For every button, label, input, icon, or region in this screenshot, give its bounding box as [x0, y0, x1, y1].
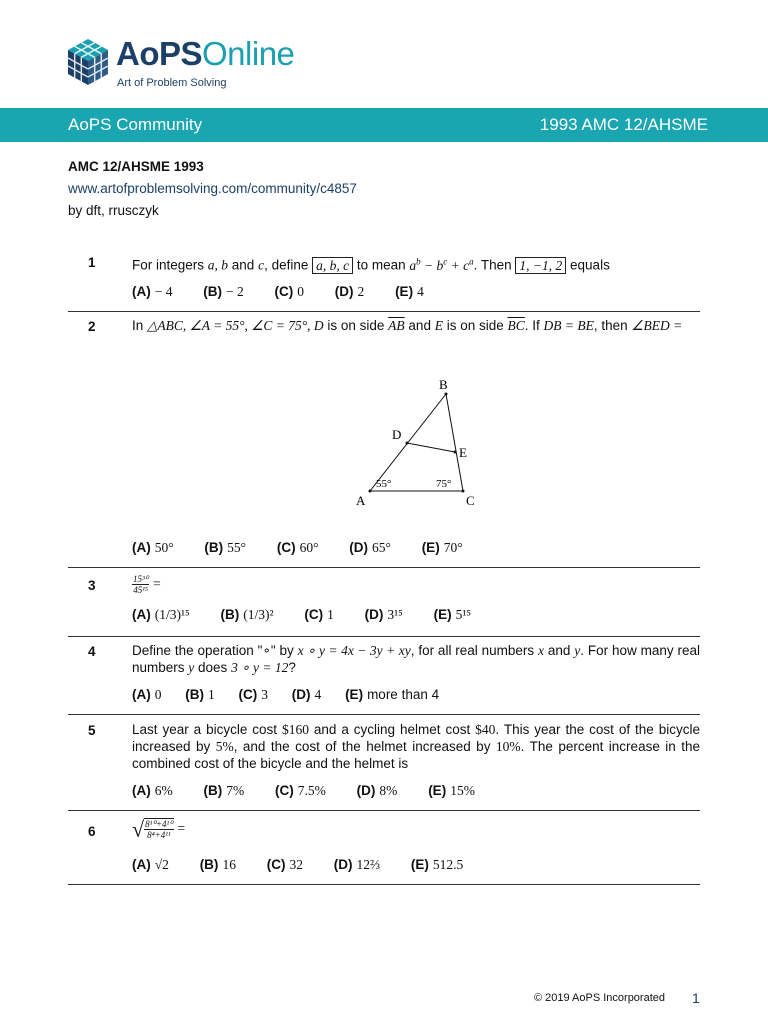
text-span: " by	[270, 643, 298, 658]
choice-label: (C)	[276, 540, 296, 555]
math-span: x ∘ y = 4x − 3y + xy	[297, 643, 411, 658]
denominator: 8⁴+4¹¹	[147, 830, 171, 840]
math-span: △ABC, ∠A = 55°, ∠C = 75°, D	[147, 318, 324, 333]
text-span: . If	[524, 318, 544, 333]
choice-c[interactable]	[239, 687, 269, 703]
choice-d[interactable]	[349, 540, 391, 556]
choice-c[interactable]	[304, 607, 334, 623]
answer-choices	[132, 687, 466, 703]
math-span: x	[538, 643, 545, 658]
choice-value: 4	[417, 284, 424, 299]
text-span: , then	[593, 318, 632, 333]
text-span: and a cycling helmet cost	[308, 722, 476, 737]
text-span: ?	[288, 660, 296, 675]
choice-c[interactable]	[267, 857, 303, 873]
choice-label: (B)	[185, 687, 205, 702]
answer-choices	[132, 783, 502, 799]
problem-text	[132, 818, 700, 840]
problem-text	[132, 253, 700, 274]
choice-value: 4	[314, 687, 322, 702]
label-d: D	[392, 427, 402, 442]
choice-label: (C)	[275, 783, 294, 798]
choice-label: (C)	[238, 687, 258, 702]
text-span: does	[194, 660, 232, 675]
choice-b[interactable]	[185, 687, 215, 703]
text-span: , for all real numbers	[410, 643, 539, 658]
choice-label: (C)	[274, 284, 294, 299]
math-span: ∘	[262, 643, 271, 658]
choice-label: (A)	[132, 607, 151, 622]
fraction	[132, 574, 149, 595]
choice-value: 3¹⁵	[387, 607, 403, 622]
choice-a[interactable]	[132, 284, 173, 300]
text-span: and	[228, 257, 259, 273]
authors: by dft, rrusczyk	[68, 203, 159, 218]
choice-value: 50°	[154, 540, 174, 555]
math-span: 10%	[495, 739, 521, 754]
math-span: 3 ∘ y = 12	[231, 660, 289, 675]
choice-label: (B)	[204, 540, 224, 555]
choice-d[interactable]	[334, 857, 380, 873]
choice-value: 6%	[154, 783, 173, 798]
choice-value: 15%	[450, 783, 475, 798]
brand-subtitle: Art of Problem Solving	[117, 77, 227, 89]
problem-text	[132, 721, 700, 772]
problem-number: 3	[88, 578, 96, 593]
choice-b[interactable]	[200, 857, 236, 873]
triangle-diagram	[350, 374, 490, 514]
choice-value: 2	[357, 284, 365, 299]
choice-label: (B)	[199, 857, 219, 872]
brand-aops: AoPS	[116, 35, 203, 72]
choice-a[interactable]	[132, 857, 169, 873]
divider	[68, 884, 700, 885]
choice-b[interactable]	[204, 540, 246, 556]
problem-text	[132, 642, 700, 676]
page-number: 1	[692, 990, 700, 1006]
problem-number: 4	[88, 644, 96, 659]
choice-value: − 4	[154, 284, 173, 299]
numerator: 15³⁰	[133, 574, 149, 584]
choice-label: (A)	[132, 857, 151, 872]
problem-number: 1	[88, 255, 96, 270]
choice-a[interactable]	[132, 687, 162, 703]
point-c	[462, 490, 465, 493]
choice-label: (E)	[410, 857, 429, 872]
math-span: c	[258, 257, 265, 273]
choice-label: (D)	[349, 540, 369, 555]
choice-value: 60°	[299, 540, 319, 555]
choice-c[interactable]	[275, 284, 305, 300]
choice-d[interactable]	[335, 284, 365, 300]
point-b	[445, 393, 448, 396]
math-span: $160	[281, 722, 309, 737]
choice-b[interactable]	[221, 607, 274, 623]
label-b: B	[439, 377, 448, 392]
math-span: E	[434, 318, 443, 333]
choice-label: (E)	[428, 783, 447, 798]
choice-c[interactable]	[277, 540, 319, 556]
choice-value: 7%	[226, 783, 245, 798]
choice-label: (D)	[356, 783, 376, 798]
choice-value: 1	[208, 687, 215, 702]
choice-label: (E)	[395, 284, 414, 299]
choice-d[interactable]	[365, 607, 403, 623]
banner-right: 1993 AMC 12/AHSME	[539, 115, 708, 134]
text-span: Define the operation "	[132, 643, 263, 658]
choice-e[interactable]	[411, 857, 463, 873]
choice-d[interactable]	[357, 783, 398, 799]
text-span: . For how many real numbers	[132, 643, 700, 675]
choice-value: 3	[261, 687, 269, 702]
numerator: 8¹⁰+4¹⁰	[145, 819, 173, 829]
choice-value: 12⅔	[356, 857, 381, 872]
math-span: a, b	[207, 257, 229, 273]
choice-value: 0	[297, 284, 305, 299]
divider	[68, 636, 700, 637]
text-span: is on side	[323, 318, 389, 333]
choice-e[interactable]	[422, 540, 463, 556]
choice-value: more than 4	[367, 687, 440, 702]
choice-a[interactable]	[132, 783, 173, 799]
equals-sign: =	[153, 576, 161, 592]
choice-label: (E)	[421, 540, 440, 555]
problem-number: 5	[88, 723, 96, 738]
text-span: , define	[264, 257, 313, 273]
text-span: equals	[566, 257, 610, 273]
problem-number: 6	[88, 824, 96, 839]
choice-label: (E)	[433, 607, 452, 622]
radicand	[144, 818, 174, 840]
problem-text	[132, 317, 700, 334]
point-a	[369, 490, 372, 493]
math-span: y	[574, 643, 581, 658]
choice-label: (D)	[291, 687, 311, 702]
choice-label: (B)	[220, 607, 240, 622]
math-span: $\overline{AB}$	[388, 318, 405, 333]
math-span: y	[188, 660, 195, 675]
aops-logo	[66, 37, 366, 91]
choice-label: (D)	[333, 857, 353, 872]
math-span: ∠BED =	[631, 318, 683, 333]
problem-text	[132, 574, 700, 595]
text-span: In	[132, 318, 148, 333]
choice-value: 55°	[227, 540, 247, 555]
text-span: is on side	[442, 318, 508, 333]
text-span: and	[404, 318, 435, 333]
choice-e[interactable]	[345, 687, 439, 702]
side-bc	[446, 394, 463, 491]
answer-choices	[132, 607, 498, 623]
choice-value: 32	[289, 857, 303, 872]
label-c: C	[466, 493, 475, 508]
banner-left: AoPS Community	[68, 115, 203, 134]
choice-value: 5¹⁵	[455, 607, 472, 622]
text-span: Last year a bicycle cost	[132, 722, 282, 737]
boxed-math: 1, −1, 2	[515, 257, 566, 274]
angle-a-label: 55°	[376, 478, 392, 490]
choice-a[interactable]	[132, 540, 174, 556]
choice-label: (B)	[203, 783, 223, 798]
equals-sign: =	[177, 820, 186, 836]
document-meta	[68, 156, 357, 222]
choice-label: (A)	[132, 783, 151, 798]
fraction	[144, 819, 174, 840]
math-span: $a^b - b^c + c^a$	[409, 256, 474, 273]
choice-label: (C)	[266, 857, 286, 872]
choice-e[interactable]	[395, 284, 424, 300]
choice-value: (1/3)¹⁵	[154, 607, 190, 622]
denominator: 45¹⁵	[133, 585, 149, 595]
choice-value: 16	[222, 857, 236, 872]
answer-choices	[132, 284, 451, 300]
answer-choices	[132, 857, 490, 873]
community-banner	[0, 108, 768, 142]
choice-value: 65°	[372, 540, 391, 555]
math-span: $\overline{BC}$	[507, 318, 525, 333]
choice-c[interactable]	[275, 783, 326, 799]
text-span: and	[544, 643, 575, 658]
sqrt-symbol: √	[132, 816, 145, 842]
brand-online: Online	[202, 35, 295, 72]
cube-logo-icon	[66, 37, 110, 87]
choice-d[interactable]	[292, 687, 322, 703]
choice-label: (C)	[304, 607, 324, 622]
choice-value: 8%	[379, 783, 398, 798]
segment-de	[407, 443, 455, 452]
choice-value: (1/3)²	[243, 607, 274, 622]
label-e: E	[459, 445, 467, 460]
choice-e[interactable]	[434, 607, 472, 623]
choice-label: (A)	[132, 284, 151, 299]
divider	[68, 567, 700, 568]
choice-a[interactable]	[132, 607, 190, 623]
label-a: A	[356, 493, 366, 508]
math-span: $40	[475, 722, 496, 737]
choice-e[interactable]	[428, 783, 475, 799]
choice-value: 512.5	[432, 857, 464, 872]
answer-choices	[132, 540, 490, 556]
choice-value: 7.5%	[297, 783, 326, 798]
choice-label: (E)	[345, 687, 364, 702]
boxed-math: a, b, c	[312, 257, 353, 274]
choice-value: 0	[154, 687, 162, 702]
point-d	[406, 442, 409, 445]
text-span: . This year the cost of the bicycle increased by	[132, 722, 700, 754]
text-span: For integers	[132, 257, 208, 273]
choice-b[interactable]	[204, 783, 245, 799]
problem-number: 2	[88, 319, 96, 334]
angle-c-label: 75°	[436, 478, 452, 490]
math-span: 5%	[215, 739, 234, 754]
text-span: . Then	[473, 257, 516, 273]
community-link[interactable]: www.artofproblemsolving.com/community/c4857	[68, 181, 357, 196]
divider	[68, 311, 700, 312]
point-e	[454, 451, 457, 454]
text-span: to mean	[353, 257, 410, 273]
text-span: , and the cost of the helmet increased by	[233, 739, 496, 754]
choice-value: 1	[327, 607, 334, 622]
choice-value: − 2	[226, 284, 244, 299]
divider	[68, 714, 700, 715]
choice-b[interactable]	[203, 284, 244, 300]
text-span: . The percent increase in the combined cost of the bicycle and the helmet is	[132, 739, 701, 771]
contest-title: AMC 12/AHSME 1993	[68, 159, 204, 174]
math-span: DB = BE	[543, 318, 594, 333]
choice-label: (A)	[132, 687, 151, 702]
divider	[68, 810, 700, 811]
choice-value: √2	[154, 857, 169, 872]
brand-name	[116, 35, 294, 73]
choice-label: (D)	[364, 607, 384, 622]
choice-label: (A)	[132, 540, 151, 555]
choice-value: 70°	[443, 540, 463, 555]
choice-label: (B)	[203, 284, 223, 299]
copyright: © 2019 AoPS Incorporated	[533, 992, 665, 1004]
choice-label: (D)	[334, 284, 354, 299]
